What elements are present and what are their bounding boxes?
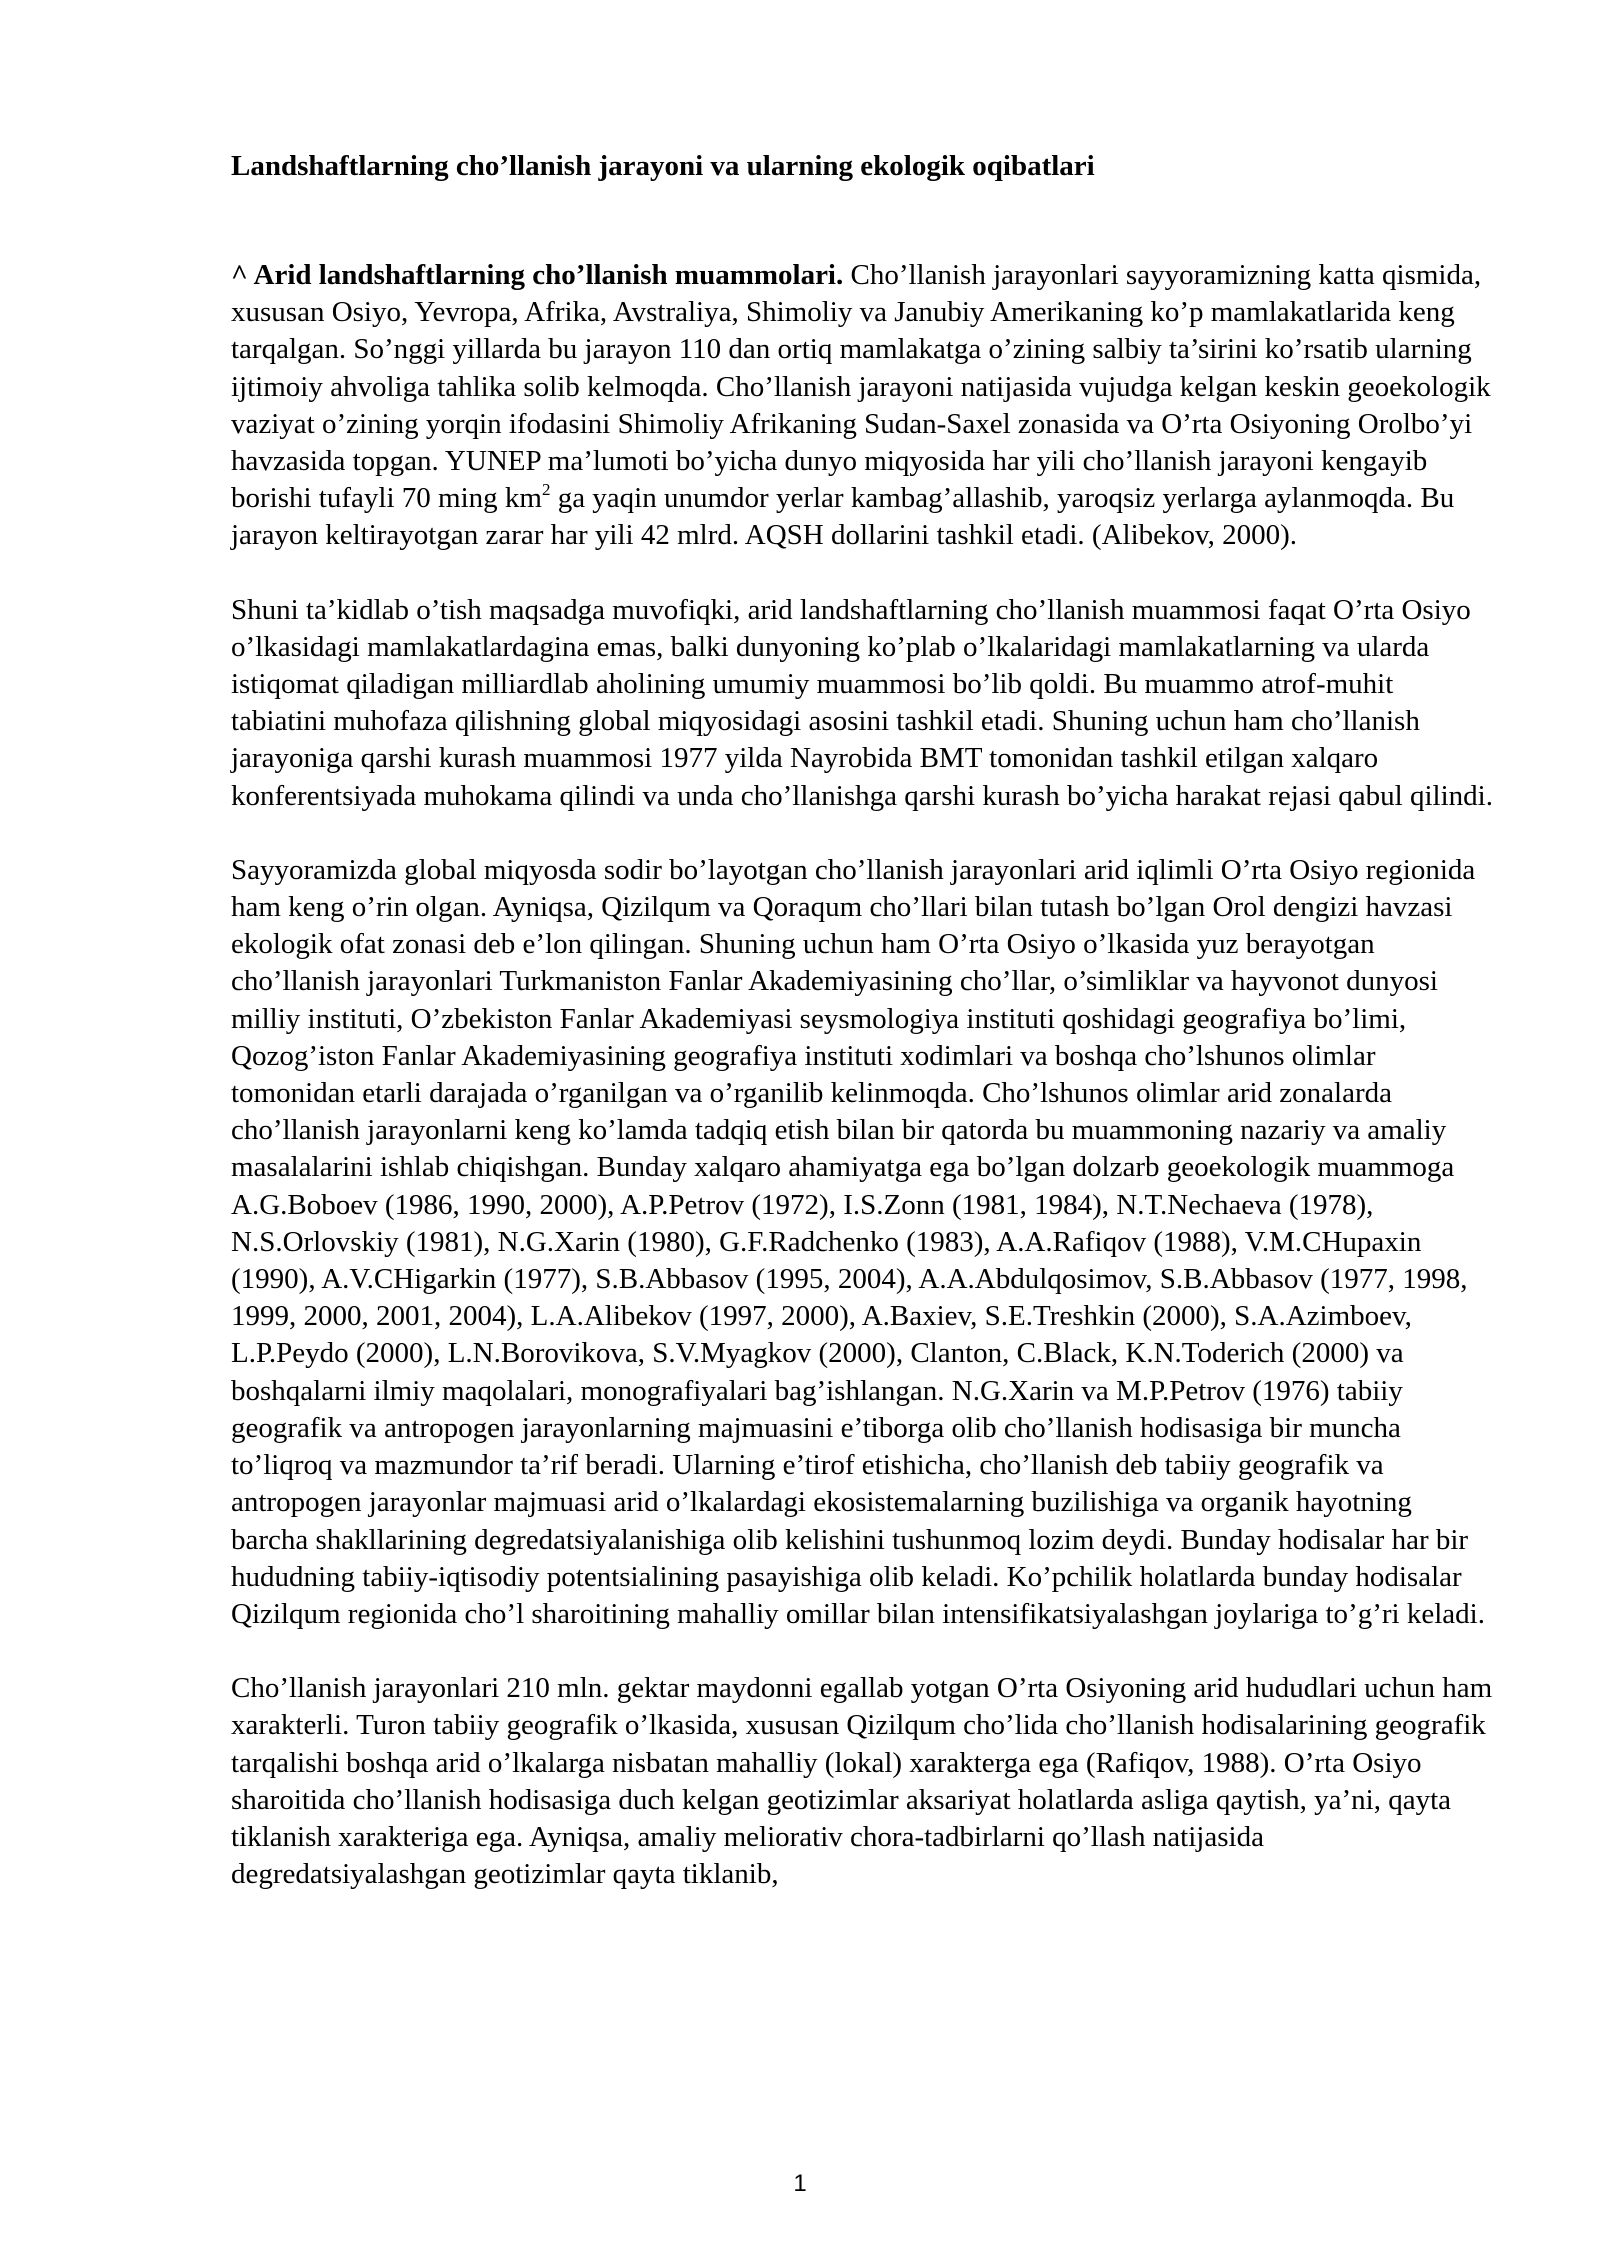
- superscript-exponent: 2: [541, 480, 551, 500]
- paragraph-text-continued: ga yaqin unumdor yerlar kambag’allashib, yaroqsiz yerlarga aylanmoqda. Bu jarayon keltirayotgan zarar har yili 42 mlrd. AQSH dollarini tashkil etadi. (Alibekov, 2000).: [231, 482, 1455, 552]
- section-heading-inline: ^ Arid landshaftlarning cho’llanish muammolari.: [231, 259, 844, 291]
- paragraph-global-problem: Shuni ta’kidlab o’tish maqsadga muvofiqki, arid landshaftlarning cho’llanish muammosi faqat O’rta Osiyo o’lkasidagi mamlakatlardagina emas, balki dunyoning ko’plab o’lkalaridagi mamlakatlarning va ularda istiqomat qiladigan milliardlab aholining umumiy muammosi bo’lib qoldi. Bu muammo atrof-muhit tabiatini muhofaza qilishning global miqyosidagi asosini tashkil etadi. Shuning uchun ham cho’llanish jarayoniga qarshi kurash muammosi 1977 yilda Nayrobida BMT tomonidan tashkil etilgan xalqaro konferentsiyada muhokama qilindi va unda cho’llanishga qarshi kurash bo’yicha harakat rejasi qabul qilindi.: [231, 593, 1493, 812]
- paragraph-arid-desertification: [231, 257, 1493, 555]
- paragraph-turan-desertification: Cho’llanish jarayonlari 210 mln. gektar maydonni egallab yotgan O’rta Osiyoning arid hududlari uchun ham xarakterli. Turon tabiiy geografik o’lkasida, xususan Qizilqum cho’lida cho’llanish hodisalarining geografik tarqalishi boshqa arid o’lkalarga nisbatan mahalliy (lokal) xarakterga ega (Rafiqov, 1988). O’rta Osiyo sharoitida cho’llanish hodisasiga duch kelgan geotizimlar aksariyat holatlarda asliga qaytish, ya’ni, qayta tiklanish xarakteriga ega. Ayniqsa, amaliy meliorativ chora-tadbirlarni qo’llash natijasida degredatsiyalashgan geotizimlar qayta tiklanib,: [231, 1672, 1493, 1891]
- paragraph-text: Cho’llanish jarayonlari sayyoramizning katta qismida, xususan Osiyo, Yevropa, Afrika, Avstraliya, Shimoliy va Janubiy Amerikaning ko’p mamlakatlarida keng tarqalgan. So’nggi yillarda bu jarayon 110 dan ortiq mamlakatga o’zining salbiy ta’sirini ko’rsatib ularning ijtimoiy ahvoliga tahlika solib kelmoqda. Cho’llanish jarayoni natijasida vujudga kelgan keskin geoekologik vaziyat o’zining yorqin ifodasini Shimoliy Afrikaning Sudan-Saxel zonasida va O’rta Osiyoning Orolbo’yi havzasida topgan. YUNEP ma’lumoti bo’yicha dunyo miqyosida har yili cho’llanish jarayoni kengayib borishi tufayli 70 ming km: [231, 259, 1491, 515]
- document-body: [231, 148, 1493, 1893]
- page-number: 1: [793, 2170, 807, 2197]
- paragraph-central-asia-research: Sayyoramizda global miqyosda sodir bo’layotgan cho’llanish jarayonlari arid iqlimli O’rta Osiyo regionida ham keng o’rin olgan. Ayniqsa, Qizilqum va Qoraqum cho’llari bilan tutash bo’lgan Orol dengizi havzasi ekologik ofat zonasi deb e’lon qilingan. Shuning uchun ham O’rta Osiyo o’lkasida yuz berayotgan cho’llanish jarayonlari Turkmaniston Fanlar Akademiyasining cho’llar, o’simliklar va hayvonot dunyosi milliy instituti, O’zbekiston Fanlar Akademiyasi seysmologiya instituti qoshidagi geografiya bo’limi, Qozog’iston Fanlar Akademiyasining geografiya instituti xodimlari va boshqa cho’lshunos olimlar tomonidan etarli darajada o’rganilgan va o’rganilib kelinmoqda. Cho’lshunos olimlar arid zonalarda cho’llanish jarayonlarni keng ko’lamda tadqiq etish bilan bir qatorda bu muammoning nazariy va amaliy masalalarini ishlab chiqishgan. Bunday xalqaro ahamiyatga ega bo’lgan dolzarb geoekologik muammoga A.G.Boboev (1986, 1990, 2000), A.P.Petrov (1972), I.S.Zonn (1981, 1984), N.T.Nechaeva (1978), N.S.Orlovskiy (1981), N.G.Xarin (1980), G.F.Radchenko (1983), A.A.Rafiqov (1988), V.M.CHupaxin (1990), A.V.CHigarkin (1977), S.B.Abbasov (1995, 2004), A.A.Abdulqosimov, S.B.Abbasov (1977, 1998, 1999, 2000, 2001, 2004), L.A.Alibekov (1997, 2000), A.Baxiev, S.E.Treshkin (2000), S.A.Azimboev, L.P.Peydo (2000), L.N.Borovikova, S.V.Myagkov (2000), Clanton, C.Black, K.N.Toderich (2000) va boshqalarni ilmiy maqolalari, monografiyalari bag’ishlangan. N.G.Xarin va M.P.Petrov (1976) tabiiy geografik va antropogen jarayonlarning majmuasini e’tiborga olib cho’llanish hodisasiga bir muncha to’liqroq va mazmundor ta’rif beradi. Ularning e’tirof etishicha, cho’llanish deb tabiiy geografik va antropogen jarayonlar majmuasi arid o’lkalardagi ekosistemalarning buzilishiga va organik hayotning barcha shakllarining degredatsiyalanishiga olib kelishini tushunmoq lozim deydi. Bunday hodisalar har bir hududning tabiiy-iqtisodiy potentsialining pasayishiga olib keladi. Ko’pchilik holatlarda bunday hodisalar Qizilqum regionida cho’l sharoitining mahalliy omillar bilan intensifikatsiyalashgan joylariga to’g’ri keladi.: [231, 853, 1485, 1630]
- document-title: Landshaftlarning cho’llanish jarayoni va ularning ekologik oqibatlari: [231, 150, 1095, 182]
